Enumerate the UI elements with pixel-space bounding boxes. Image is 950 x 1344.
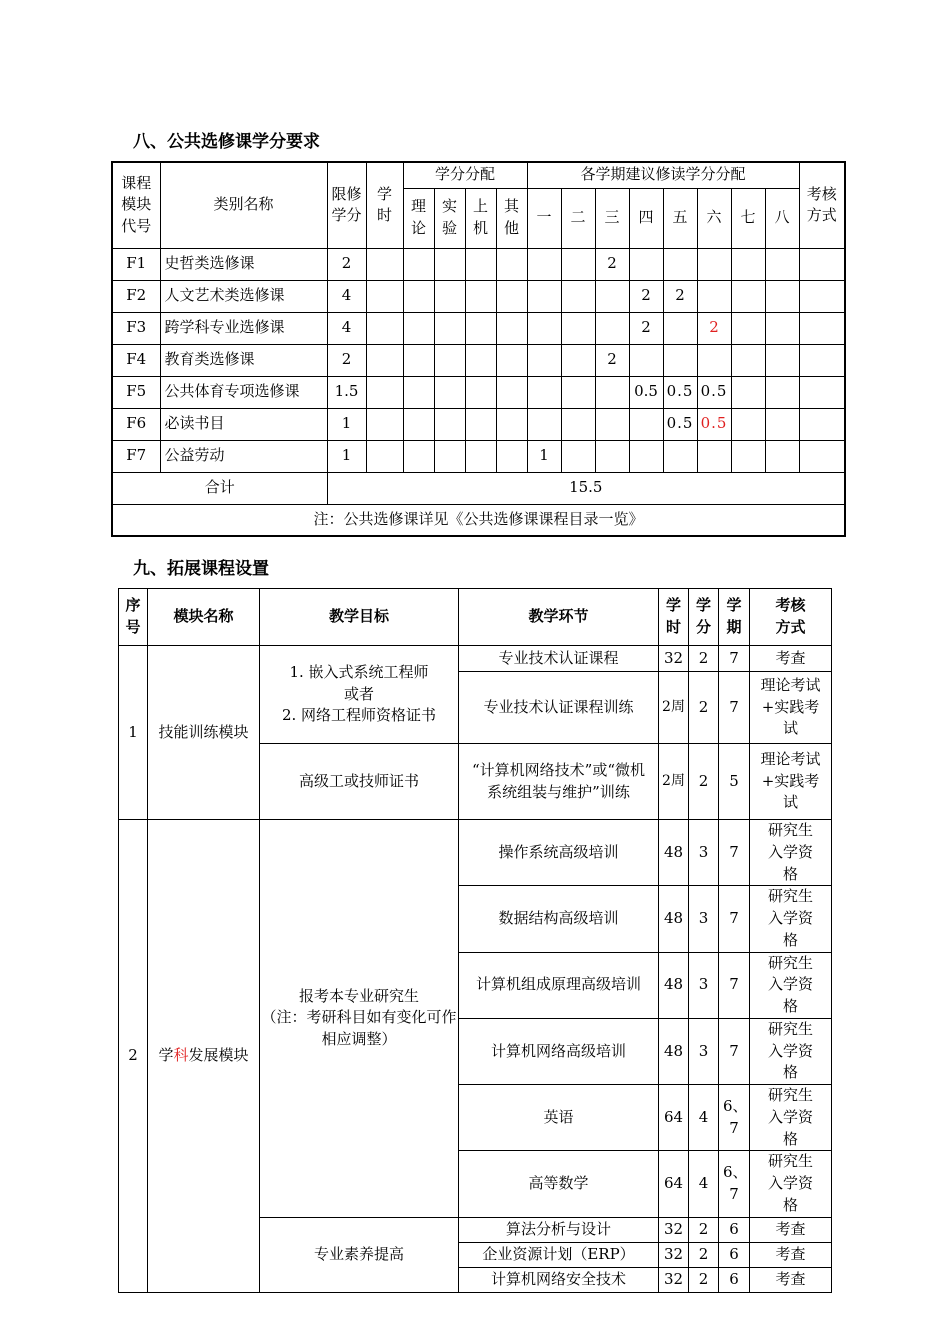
row-code: F5	[112, 376, 160, 408]
section8-title: 八、公共选修课学分要求	[133, 132, 320, 152]
header-exam: 考核方式	[750, 589, 832, 646]
m1-exam: 考查	[750, 646, 832, 672]
row-name: 史哲类选修课	[160, 248, 327, 280]
m2-credit: 4	[689, 1151, 719, 1217]
row-s3: 2	[595, 248, 629, 280]
m2-hours: 48	[659, 952, 689, 1018]
m1-exam: 理论考试+实践考试	[750, 744, 832, 820]
table-note: 注：公共选修课详见《公共选修课课程目录一览》	[112, 504, 845, 536]
m2-term: 7	[719, 820, 750, 886]
header-sem5: 五	[663, 188, 697, 248]
m2-hours: 48	[659, 886, 689, 952]
m1-link: “计算机网络技术”或“微机系统组装与维护”训练	[459, 744, 659, 820]
row-credit: 1	[327, 440, 366, 472]
row-credit: 2	[327, 248, 366, 280]
header-name: 类别名称	[160, 162, 327, 248]
table-row	[112, 376, 845, 408]
row-s4: 2	[629, 280, 663, 312]
m2-goal2: 专业素养提高	[260, 1217, 459, 1292]
m2-term: 7	[719, 952, 750, 1018]
m2-credit: 3	[689, 820, 719, 886]
header-no: 序号	[119, 589, 148, 646]
table-row	[119, 820, 832, 886]
row-credit: 2	[327, 344, 366, 376]
m2-term: 6	[719, 1217, 750, 1242]
m1-credit: 2	[689, 646, 719, 672]
row-code: F2	[112, 280, 160, 312]
table-row	[112, 280, 845, 312]
m2-link: 计算机组成原理高级培训	[459, 952, 659, 1018]
m1-term: 5	[719, 744, 750, 820]
m2-hours: 48	[659, 820, 689, 886]
row-credit: 4	[327, 280, 366, 312]
header-exam: 考核方式	[799, 162, 845, 248]
m2-hours: 32	[659, 1267, 689, 1292]
header-link: 教学环节	[459, 589, 659, 646]
header-lab: 实验	[434, 188, 465, 248]
header-term: 学期	[719, 589, 750, 646]
m2-link: 企业资源计划（ERP）	[459, 1242, 659, 1267]
m2-link: 算法分析与设计	[459, 1217, 659, 1242]
row-name: 公共体育专项选修课	[160, 376, 327, 408]
m2-exam: 研究生入学资格	[750, 820, 832, 886]
m1-link: 专业技术认证课程	[459, 646, 659, 672]
m1-goal2: 高级工或技师证书	[260, 744, 459, 820]
row-name: 教育类选修课	[160, 344, 327, 376]
m1-name: 技能训练模块	[148, 646, 260, 820]
m2-link: 操作系统高级培训	[459, 820, 659, 886]
header-limit: 限修学分	[327, 162, 366, 248]
m2-term: 6、7	[719, 1151, 750, 1217]
row-s1: 1	[527, 440, 561, 472]
table-row	[112, 312, 845, 344]
header-hours: 学时	[366, 162, 403, 248]
header-credit: 学分	[689, 589, 719, 646]
m2-hours: 32	[659, 1242, 689, 1267]
header-sem4: 四	[629, 188, 663, 248]
m2-link: 数据结构高级培训	[459, 886, 659, 952]
m2-exam: 研究生入学资格	[750, 886, 832, 952]
header-code: 课程模块代号	[112, 162, 160, 248]
m2-exam: 考查	[750, 1267, 832, 1292]
row-s5: 0.5	[663, 408, 697, 440]
table-row	[112, 248, 845, 280]
m2-credit: 3	[689, 952, 719, 1018]
extension-course-table	[118, 588, 832, 1293]
header-sem1: 一	[527, 188, 561, 248]
m2-credit: 2	[689, 1267, 719, 1292]
elective-credit-table	[111, 161, 846, 537]
section9-title: 九、拓展课程设置	[133, 559, 269, 579]
m1-credit: 2	[689, 744, 719, 820]
row-s5: 2	[663, 280, 697, 312]
total-label: 合计	[112, 472, 327, 504]
row-code: F4	[112, 344, 160, 376]
row-name: 人文艺术类选修课	[160, 280, 327, 312]
row-code: F3	[112, 312, 160, 344]
m2-credit: 2	[689, 1242, 719, 1267]
header-sem7: 七	[731, 188, 765, 248]
m1-goal1: 1. 嵌入式系统工程师 或者 2. 网络工程师资格证书	[260, 646, 459, 744]
m2-exam: 研究生入学资格	[750, 1085, 832, 1151]
header-semesters: 各学期建议修读学分分配	[527, 162, 799, 188]
header-dist: 学分分配	[403, 162, 527, 188]
m2-term: 6	[719, 1267, 750, 1292]
m2-credit: 3	[689, 1018, 719, 1084]
row-name: 必读书目	[160, 408, 327, 440]
total-value: 15.5	[327, 472, 845, 504]
row-name: 公益劳动	[160, 440, 327, 472]
m1-term: 7	[719, 646, 750, 672]
m1-hours: 2周	[659, 672, 689, 744]
table-row	[112, 440, 845, 472]
header-machine: 上机	[465, 188, 496, 248]
table-row	[112, 408, 845, 440]
row-s6: 0.5	[697, 376, 731, 408]
row-s5: 0.5	[663, 376, 697, 408]
row-s4: 0.5	[629, 376, 663, 408]
m2-term: 7	[719, 1018, 750, 1084]
m2-link: 计算机网络安全技术	[459, 1267, 659, 1292]
header-other: 其他	[496, 188, 527, 248]
m1-term: 7	[719, 672, 750, 744]
m1-credit: 2	[689, 672, 719, 744]
row-code: F7	[112, 440, 160, 472]
m2-hours: 32	[659, 1217, 689, 1242]
m2-link: 高等数学	[459, 1151, 659, 1217]
m2-credit: 2	[689, 1217, 719, 1242]
row-credit: 1.5	[327, 376, 366, 408]
header-goal: 教学目标	[260, 589, 459, 646]
row-name: 跨学科专业选修课	[160, 312, 327, 344]
m1-hours: 32	[659, 646, 689, 672]
m1-link: 专业技术认证课程训练	[459, 672, 659, 744]
m2-name: 学科发展模块	[148, 820, 260, 1293]
table-row	[112, 344, 845, 376]
row-s6: 0.5	[697, 408, 731, 440]
header-module: 模块名称	[148, 589, 260, 646]
m2-credit: 4	[689, 1085, 719, 1151]
table-row	[119, 646, 832, 672]
header-theory: 理论	[403, 188, 434, 248]
row-credit: 1	[327, 408, 366, 440]
row-s4: 2	[629, 312, 663, 344]
m2-hours: 64	[659, 1085, 689, 1151]
row-code: F6	[112, 408, 160, 440]
row-s3: 2	[595, 344, 629, 376]
m2-exam: 考查	[750, 1217, 832, 1242]
m2-term: 6、7	[719, 1085, 750, 1151]
row-credit: 4	[327, 312, 366, 344]
m2-link: 英语	[459, 1085, 659, 1151]
m2-exam: 考查	[750, 1242, 832, 1267]
m2-term: 6	[719, 1242, 750, 1267]
header-sem6: 六	[697, 188, 731, 248]
header-sem2: 二	[561, 188, 595, 248]
m2-link: 计算机网络高级培训	[459, 1018, 659, 1084]
header-hours: 学时	[659, 589, 689, 646]
m1-no: 1	[119, 646, 148, 820]
m2-exam: 研究生入学资格	[750, 952, 832, 1018]
m1-hours: 2周	[659, 744, 689, 820]
header-sem8: 八	[765, 188, 799, 248]
row-code: F1	[112, 248, 160, 280]
m2-hours: 48	[659, 1018, 689, 1084]
m2-no: 2	[119, 820, 148, 1293]
m2-exam: 研究生入学资格	[750, 1151, 832, 1217]
m2-hours: 64	[659, 1151, 689, 1217]
m2-term: 7	[719, 886, 750, 952]
m2-exam: 研究生入学资格	[750, 1018, 832, 1084]
header-sem3: 三	[595, 188, 629, 248]
m2-credit: 3	[689, 886, 719, 952]
m2-goal1: 报考本专业研究生 （注：考研科目如有变化可作相应调整）	[260, 820, 459, 1218]
m1-exam: 理论考试+实践考试	[750, 672, 832, 744]
row-s6: 2	[697, 312, 731, 344]
